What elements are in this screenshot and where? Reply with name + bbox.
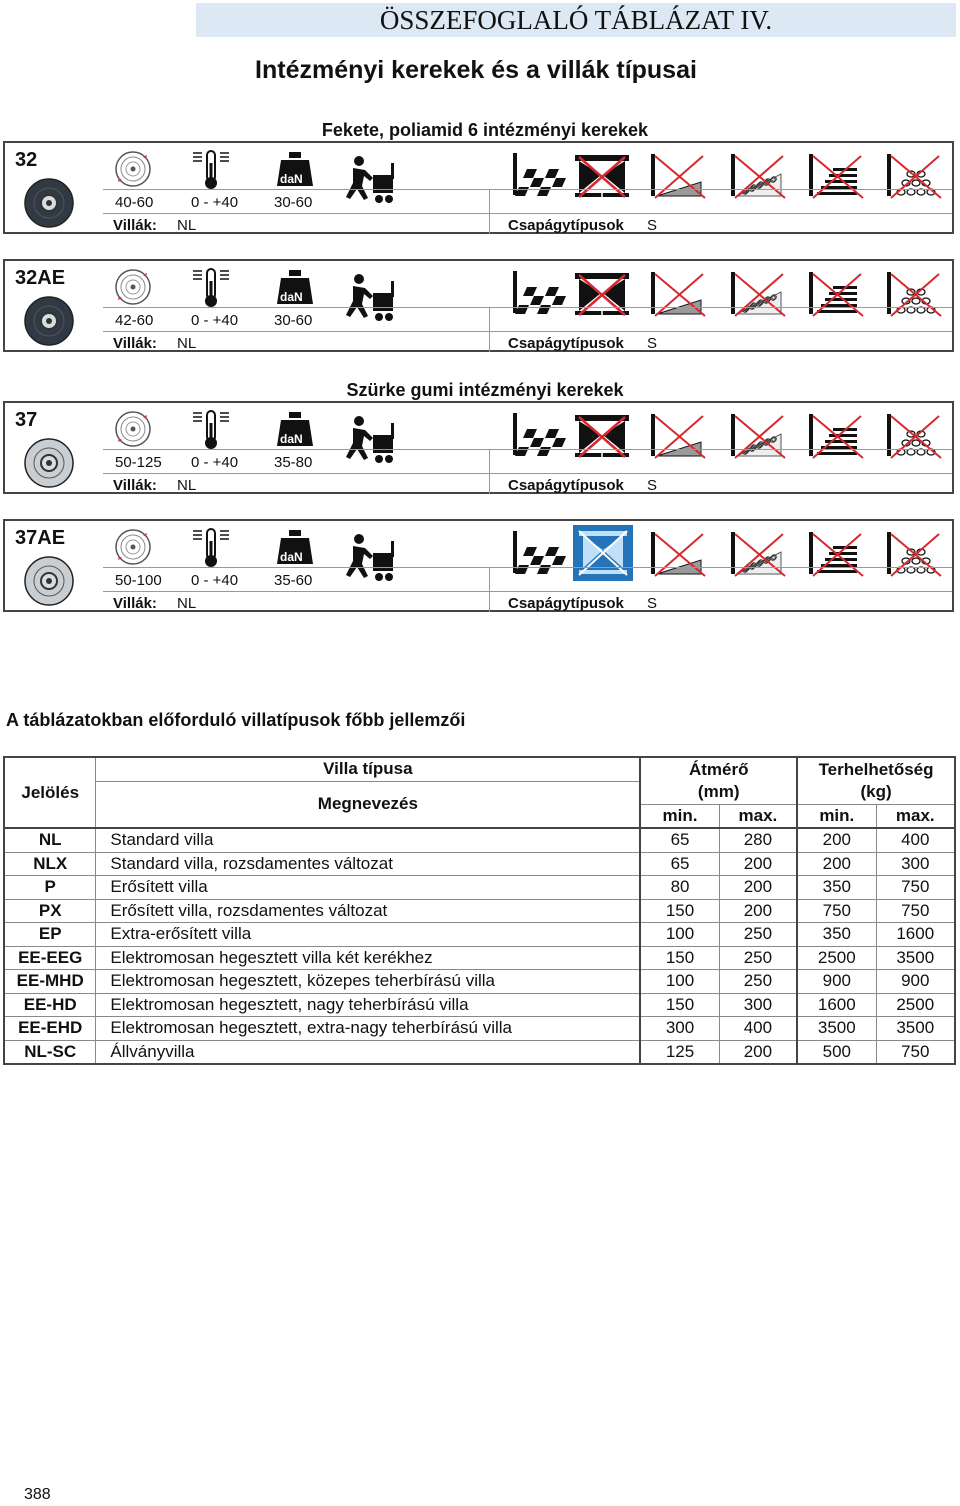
table-row bbox=[4, 899, 955, 923]
load-min: 1600 bbox=[797, 993, 876, 1017]
temperature-range: 0 - +40 bbox=[191, 572, 239, 589]
diameter-max: 280 bbox=[719, 828, 797, 852]
fork-name: Állványvilla bbox=[96, 1040, 640, 1064]
diameter-min: 80 bbox=[640, 876, 719, 900]
diameter-dial-icon bbox=[113, 409, 153, 454]
fork-name: Elektromosan hegesztett, extra-nagy teherbírású villa bbox=[96, 1017, 640, 1041]
col-lmax-header: max. bbox=[876, 804, 955, 828]
scissor-lift-icon bbox=[573, 525, 633, 586]
wheel-image bbox=[23, 295, 75, 347]
gravel-crossed-icon bbox=[731, 270, 787, 323]
fork-type: NL bbox=[177, 477, 197, 494]
fork-code: P bbox=[4, 876, 96, 900]
worker-trolley-icon bbox=[339, 415, 403, 472]
checker-floor-icon bbox=[513, 411, 575, 464]
fork-name: Elektromosan hegesztett, nagy teherbírású villa bbox=[96, 993, 640, 1017]
ramp-crossed-icon bbox=[651, 530, 707, 583]
diameter-dial-icon bbox=[113, 527, 153, 572]
column-separator bbox=[489, 189, 490, 234]
forks-label: Villák: bbox=[113, 335, 157, 352]
section-title: A táblázatokban előforduló villatípusok főbb jellemzői bbox=[6, 710, 466, 730]
diameter-range: 50-100 bbox=[115, 572, 162, 589]
load-max: 3500 bbox=[876, 1017, 955, 1041]
load-range: 30-60 bbox=[274, 312, 313, 329]
worker-trolley-icon bbox=[339, 533, 403, 590]
wheel-block-32ae bbox=[3, 259, 954, 352]
temperature-range: 0 - +40 bbox=[191, 454, 239, 471]
table-row bbox=[4, 946, 955, 970]
table-row bbox=[4, 970, 955, 994]
worker-trolley-icon bbox=[339, 273, 403, 330]
ramp-crossed-icon bbox=[651, 152, 707, 205]
checker-floor-icon bbox=[513, 529, 575, 582]
load-max: 400 bbox=[876, 828, 955, 852]
fork-type: NL bbox=[177, 335, 197, 352]
load-max: 3500 bbox=[876, 946, 955, 970]
fork-code: EE-HD bbox=[4, 993, 96, 1017]
fork-code: EE-EEG bbox=[4, 946, 96, 970]
diameter-range: 50-125 bbox=[115, 454, 162, 471]
bearing-type: S bbox=[647, 217, 658, 234]
page-number: 388 bbox=[24, 1486, 51, 1503]
diameter-max: 200 bbox=[719, 876, 797, 900]
bearings-label: Csapágytípusok bbox=[508, 477, 624, 494]
gravel-crossed-icon bbox=[731, 412, 787, 465]
bearing-type: S bbox=[647, 335, 658, 352]
table-row bbox=[4, 1040, 955, 1064]
diameter-max: 200 bbox=[719, 852, 797, 876]
checker-floor-icon bbox=[513, 269, 575, 322]
fork-name: Elektromosan hegesztett, közepes teherbírású villa bbox=[96, 970, 640, 994]
load-min: 200 bbox=[797, 828, 876, 852]
load-max: 900 bbox=[876, 970, 955, 994]
bearings-label: Csapágytípusok bbox=[508, 595, 624, 612]
load-range: 35-60 bbox=[274, 572, 313, 589]
col-diameter-unit: (mm) bbox=[640, 781, 797, 804]
bearings-label: Csapágytípusok bbox=[508, 217, 624, 234]
wheel-block-37ae bbox=[3, 519, 954, 612]
diameter-min: 300 bbox=[640, 1017, 719, 1041]
wheel-image bbox=[23, 437, 75, 489]
fork-code: EE-EHD bbox=[4, 1017, 96, 1041]
wheel-image bbox=[23, 177, 75, 229]
diameter-min: 150 bbox=[640, 993, 719, 1017]
fork-type: NL bbox=[177, 217, 197, 234]
load-max: 750 bbox=[876, 876, 955, 900]
col-dmin-header: min. bbox=[640, 804, 719, 828]
ramp-crossed-icon bbox=[651, 270, 707, 323]
diameter-min: 65 bbox=[640, 852, 719, 876]
wheel-code: 32AE bbox=[15, 267, 66, 289]
load-min: 200 bbox=[797, 852, 876, 876]
chain-crossed-icon bbox=[887, 530, 943, 583]
diameter-max: 200 bbox=[719, 899, 797, 923]
dan-label: daN bbox=[280, 550, 303, 564]
gravel-crossed-icon bbox=[731, 530, 787, 583]
fork-code: PX bbox=[4, 899, 96, 923]
group-title-grey: Szürke gumi intézményi kerekek bbox=[346, 380, 624, 400]
diameter-min: 150 bbox=[640, 946, 719, 970]
load-min: 3500 bbox=[797, 1017, 876, 1041]
fork-name: Elektromosan hegesztett villa két kerékhez bbox=[96, 946, 640, 970]
fork-code: NLX bbox=[4, 852, 96, 876]
row-separator bbox=[103, 189, 952, 190]
page-subtitle: Intézményi kerekek és a villák típusai bbox=[255, 56, 697, 84]
diameter-min: 150 bbox=[640, 899, 719, 923]
col-lmin-header: min. bbox=[797, 804, 876, 828]
diameter-min: 125 bbox=[640, 1040, 719, 1064]
row-separator bbox=[103, 591, 952, 592]
diameter-max: 250 bbox=[719, 923, 797, 947]
header-band bbox=[196, 3, 956, 37]
stairs-crossed-icon bbox=[809, 530, 865, 583]
fork-name: Extra-erősített villa bbox=[96, 923, 640, 947]
fork-name: Standard villa, rozsdamentes változat bbox=[96, 852, 640, 876]
chain-crossed-icon bbox=[887, 270, 943, 323]
forks-table bbox=[3, 756, 956, 1065]
scissor-lift-crossed-icon bbox=[575, 153, 629, 206]
bearing-type: S bbox=[647, 595, 658, 612]
column-separator bbox=[489, 567, 490, 612]
col-load-header: Terhelhetőség bbox=[797, 757, 955, 781]
load-max: 750 bbox=[876, 899, 955, 923]
fork-name: Erősített villa bbox=[96, 876, 640, 900]
diameter-max: 300 bbox=[719, 993, 797, 1017]
checker-floor-icon bbox=[513, 151, 575, 204]
fork-code: NL bbox=[4, 828, 96, 852]
worker-trolley-icon bbox=[339, 155, 403, 212]
stairs-crossed-icon bbox=[809, 152, 865, 205]
table-row bbox=[4, 993, 955, 1017]
diameter-max: 400 bbox=[719, 1017, 797, 1041]
col-name-header: Megnevezés bbox=[96, 781, 640, 828]
temperature-range: 0 - +40 bbox=[191, 312, 239, 329]
wheel-code: 37AE bbox=[15, 527, 66, 549]
load-min: 350 bbox=[797, 923, 876, 947]
row-separator bbox=[103, 213, 952, 214]
col-diameter-header: Átmérő bbox=[640, 757, 797, 781]
load-max: 300 bbox=[876, 852, 955, 876]
diameter-max: 250 bbox=[719, 970, 797, 994]
table-row bbox=[4, 923, 955, 947]
wheel-code: 32 bbox=[15, 149, 38, 171]
table-row bbox=[4, 852, 955, 876]
load-min: 500 bbox=[797, 1040, 876, 1064]
gravel-crossed-icon bbox=[731, 152, 787, 205]
diameter-min: 100 bbox=[640, 923, 719, 947]
fork-code: NL-SC bbox=[4, 1040, 96, 1064]
table-row bbox=[4, 828, 955, 852]
dan-label: daN bbox=[280, 290, 303, 304]
diameter-max: 200 bbox=[719, 1040, 797, 1064]
col-dmax-header: max. bbox=[719, 804, 797, 828]
group-title-black: Fekete, poliamid 6 intézményi kerekek bbox=[321, 120, 649, 140]
diameter-max: 250 bbox=[719, 946, 797, 970]
page-title: ÖSSZEFOGLALÓ TÁBLÁZAT IV. bbox=[379, 5, 773, 35]
stairs-crossed-icon bbox=[809, 412, 865, 465]
wheel-block-32 bbox=[3, 141, 954, 234]
row-separator bbox=[103, 449, 952, 450]
table-row bbox=[4, 1017, 955, 1041]
fork-code: EE-MHD bbox=[4, 970, 96, 994]
fork-code: EP bbox=[4, 923, 96, 947]
row-separator bbox=[103, 473, 952, 474]
load-min: 750 bbox=[797, 899, 876, 923]
row-separator bbox=[103, 331, 952, 332]
ramp-crossed-icon bbox=[651, 412, 707, 465]
table-row bbox=[4, 876, 955, 900]
stairs-crossed-icon bbox=[809, 270, 865, 323]
fork-name: Standard villa bbox=[96, 828, 640, 852]
load-range: 35-80 bbox=[274, 454, 313, 471]
wheel-block-37 bbox=[3, 401, 954, 494]
scissor-lift-crossed-icon bbox=[575, 413, 629, 466]
row-separator bbox=[103, 567, 952, 568]
load-min: 900 bbox=[797, 970, 876, 994]
bearing-type: S bbox=[647, 477, 658, 494]
chain-crossed-icon bbox=[887, 152, 943, 205]
diameter-dial-icon bbox=[113, 149, 153, 194]
row-separator bbox=[103, 307, 952, 308]
chain-crossed-icon bbox=[887, 412, 943, 465]
temperature-range: 0 - +40 bbox=[191, 194, 239, 211]
diameter-min: 65 bbox=[640, 828, 719, 852]
col-load-unit: (kg) bbox=[797, 781, 955, 804]
diameter-min: 100 bbox=[640, 970, 719, 994]
load-max: 1600 bbox=[876, 923, 955, 947]
wheel-image bbox=[23, 555, 75, 607]
load-min: 2500 bbox=[797, 946, 876, 970]
load-min: 350 bbox=[797, 876, 876, 900]
scissor-lift-crossed-icon bbox=[575, 271, 629, 324]
column-separator bbox=[489, 307, 490, 352]
load-max: 750 bbox=[876, 1040, 955, 1064]
bearings-label: Csapágytípusok bbox=[508, 335, 624, 352]
forks-label: Villák: bbox=[113, 477, 157, 494]
load-max: 2500 bbox=[876, 993, 955, 1017]
fork-type: NL bbox=[177, 595, 197, 612]
fork-name: Erősített villa, rozsdamentes változat bbox=[96, 899, 640, 923]
forks-label: Villák: bbox=[113, 595, 157, 612]
diameter-dial-icon bbox=[113, 267, 153, 312]
wheel-code: 37 bbox=[15, 409, 38, 431]
dan-label: daN bbox=[280, 172, 303, 186]
diameter-range: 40-60 bbox=[115, 194, 154, 211]
col-code-header: Jelölés bbox=[4, 757, 96, 828]
col-type-header: Villa típusa bbox=[96, 757, 640, 781]
forks-label: Villák: bbox=[113, 217, 157, 234]
load-range: 30-60 bbox=[274, 194, 313, 211]
dan-label: daN bbox=[280, 432, 303, 446]
diameter-range: 42-60 bbox=[115, 312, 154, 329]
column-separator bbox=[489, 449, 490, 494]
